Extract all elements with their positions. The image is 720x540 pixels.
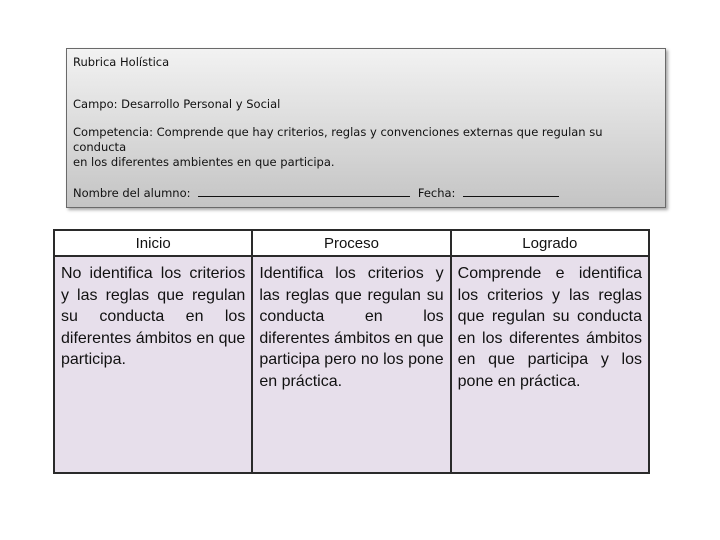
description-logrado: Comprende e identifica los criterios y las reglas que regulan su conducta en los diferentes ámbitos en que participa y los pone en práctica. [451,256,649,473]
nombre-label: Nombre del alumno: [73,186,191,200]
fecha-blank-line [463,185,559,197]
rubric-header-row [54,230,649,256]
competencia-line-2: en los diferentes ambientes en que participa. [73,155,335,169]
rubric-table [53,229,650,474]
fecha-label: Fecha: [417,186,456,200]
column-header-logrado: Logrado [451,230,649,256]
campo-text: Campo: Desarrollo Personal y Social [73,97,281,111]
competencia-line-1: Competencia: Comprende que hay criterios, reglas y convenciones externas que regulan su conducta [73,125,603,154]
rubric-description-row [54,256,649,473]
column-header-inicio: Inicio [54,230,252,256]
nombre-blank-line [198,185,410,197]
rubric-title: Rubrica Holística [73,55,170,69]
description-proceso: Identifica los criterios y las reglas que regulan su conducta en los diferentes ámbitos en que participa pero no los pone en práctica. [252,256,450,473]
description-inicio: No identifica los criterios y las reglas que regulan su conducta en los diferentes ámbitos en que participa. [54,256,252,473]
column-header-proceso: Proceso [252,230,450,256]
rubric-header-box [66,48,666,208]
student-info-line [73,185,659,201]
